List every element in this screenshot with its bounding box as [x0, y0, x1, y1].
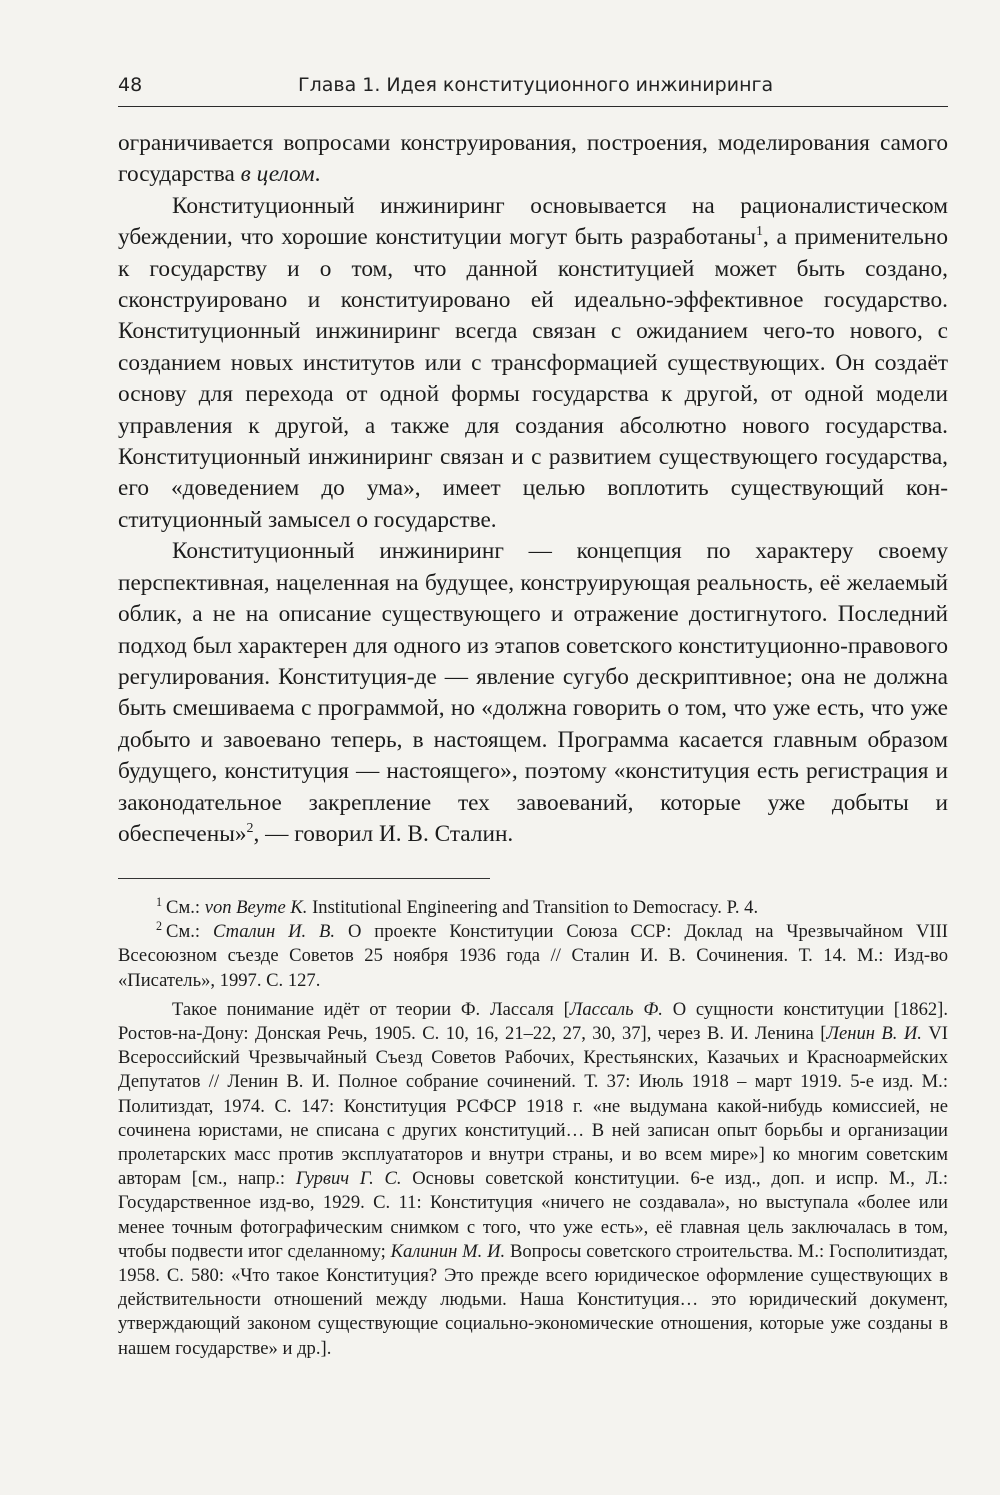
page-number: 48 — [118, 74, 143, 96]
chapter-title: Глава 1. Идея конституционного инжиниринга — [298, 74, 774, 96]
footnote-separator — [118, 878, 490, 879]
paragraph-1: ограничивается вопросами конструирования, построения, моделирования самого государства в целом. — [118, 130, 948, 188]
footnote-1: $^1$ См.: von Beyme K. Institutional Engineering and Transition to Democracy. P. 4. — [156, 894, 759, 918]
footnotes — [118, 896, 948, 1361]
paragraph-3: Конституционный инжиниринг — концепция по характеру своему перспективная, нацеленная на будущее, конструирующая реальность, её желаемый облик, а не на описание существующего и отражение достигнутого. Последний подход был характерен для одного из этапов советского конституционно-правового регулирования. Конституция-де — явление сугубо дескриптивное; она не должна быть смешиваема с программой, но «должна говорить о том, что уже есть, что уже добыто и завоевано теперь, в настоящем. Программа касается главным образом будущего, конституция — настоящего», поэтому «конституция есть регистрация и законодательное закрепление тех завоеваний, которые уже добыты и обеспечены»$^2$, — говорил И. В. Сталин. — [118, 538, 948, 847]
footnote-ref-2[interactable]: 2 — [246, 821, 254, 837]
running-header — [118, 68, 948, 107]
footnote-ref-1[interactable]: 1 — [756, 224, 763, 240]
footnote-2: $^2$ См.: Сталин И. В. О проекте Конституции Союза ССР: Доклад на Чрезвычайном VIII Всесоюзном съезде Советов 25 ноября 1936 года // Сталин И. В. Сочинения. Т. 14. М.: Изд-во «Писатель», 1997. С. 127. — [118, 919, 948, 991]
paragraph-2: Конституционный инжиниринг основывается на рационалистическом убеждении, что хорошие конституции могут быть разработаны$^1$, а применительно к государству и о том, что данной конституцией может быть создано, сконструировано и конституировано ей идеально-эффективное государство. Конституционный инжиниринг всегда связан с ожиданием чего-то нового, с созданием новых институтов или с трансформацией существующих. Он создаёт основу для перехода от одной формы государства к другой, от одной модели управления к другой, а также для создания абсолютно нового государства. Конституционный инжиниринг связан и с развитием существующего государства, его «доведением до ума», имеет целью воплотить существующий конституционный замысел о государстве. — [118, 192, 948, 533]
main-text — [118, 128, 948, 850]
emphasis: в целом — [240, 161, 315, 188]
footnote-2-continuation: Такое понимание идёт от теории Ф. Лассаля [Лассаль Ф. О сущности конституции [1862]. Ростов-на-Дону: Донская Речь, 1905. С. 10, 16, 21–22, 27, 30, 37], через В. И. Ленина [Ленин В. И. VI Всероссийский Чрезвычайный Съезд Советов Рабочих, Крестьянских, Казачьих и Красноармейских Депутатов // Ленин В. И. Полное собрание сочинений. Т. 37: Июль 1918 – март 1919. 5-е изд. М.: Политиздат, 1974. С. 147: Конституция РСФСР 1918 г. «не выдумана какой-нибудь комиссией, не сочинена юристами, не списана с других конституций… В ней записан опыт борьбы и организации пролетарских масс против эксплуататоров и внутри страны, и во всем мире»] ко многим советским авторам [см., напр.: Гурвич Г. С. Основы советской конституции. 6-е изд., доп. и испр. М., Л.: Государственное изд-во, 1929. С. 11: Конституция «ничего не создавала», но выступала «более или менее точным фотографическим снимком с того, что уже есть», её главная цель заключалась в том, чтобы подвести итог сделанному; Калинин М. И. Вопросы советского строительства. М.: Госполитиздат, 1958. С. 580: «Что такое Конституция? Это прежде всего юридическое оформление существующих в действительности отношений между людьми. Наша Конституция… это юридический документ, утверждающий законом существующие социально-экономические отношения, которые уже созданы в нашем государстве» и др.]. — [118, 998, 949, 1359]
